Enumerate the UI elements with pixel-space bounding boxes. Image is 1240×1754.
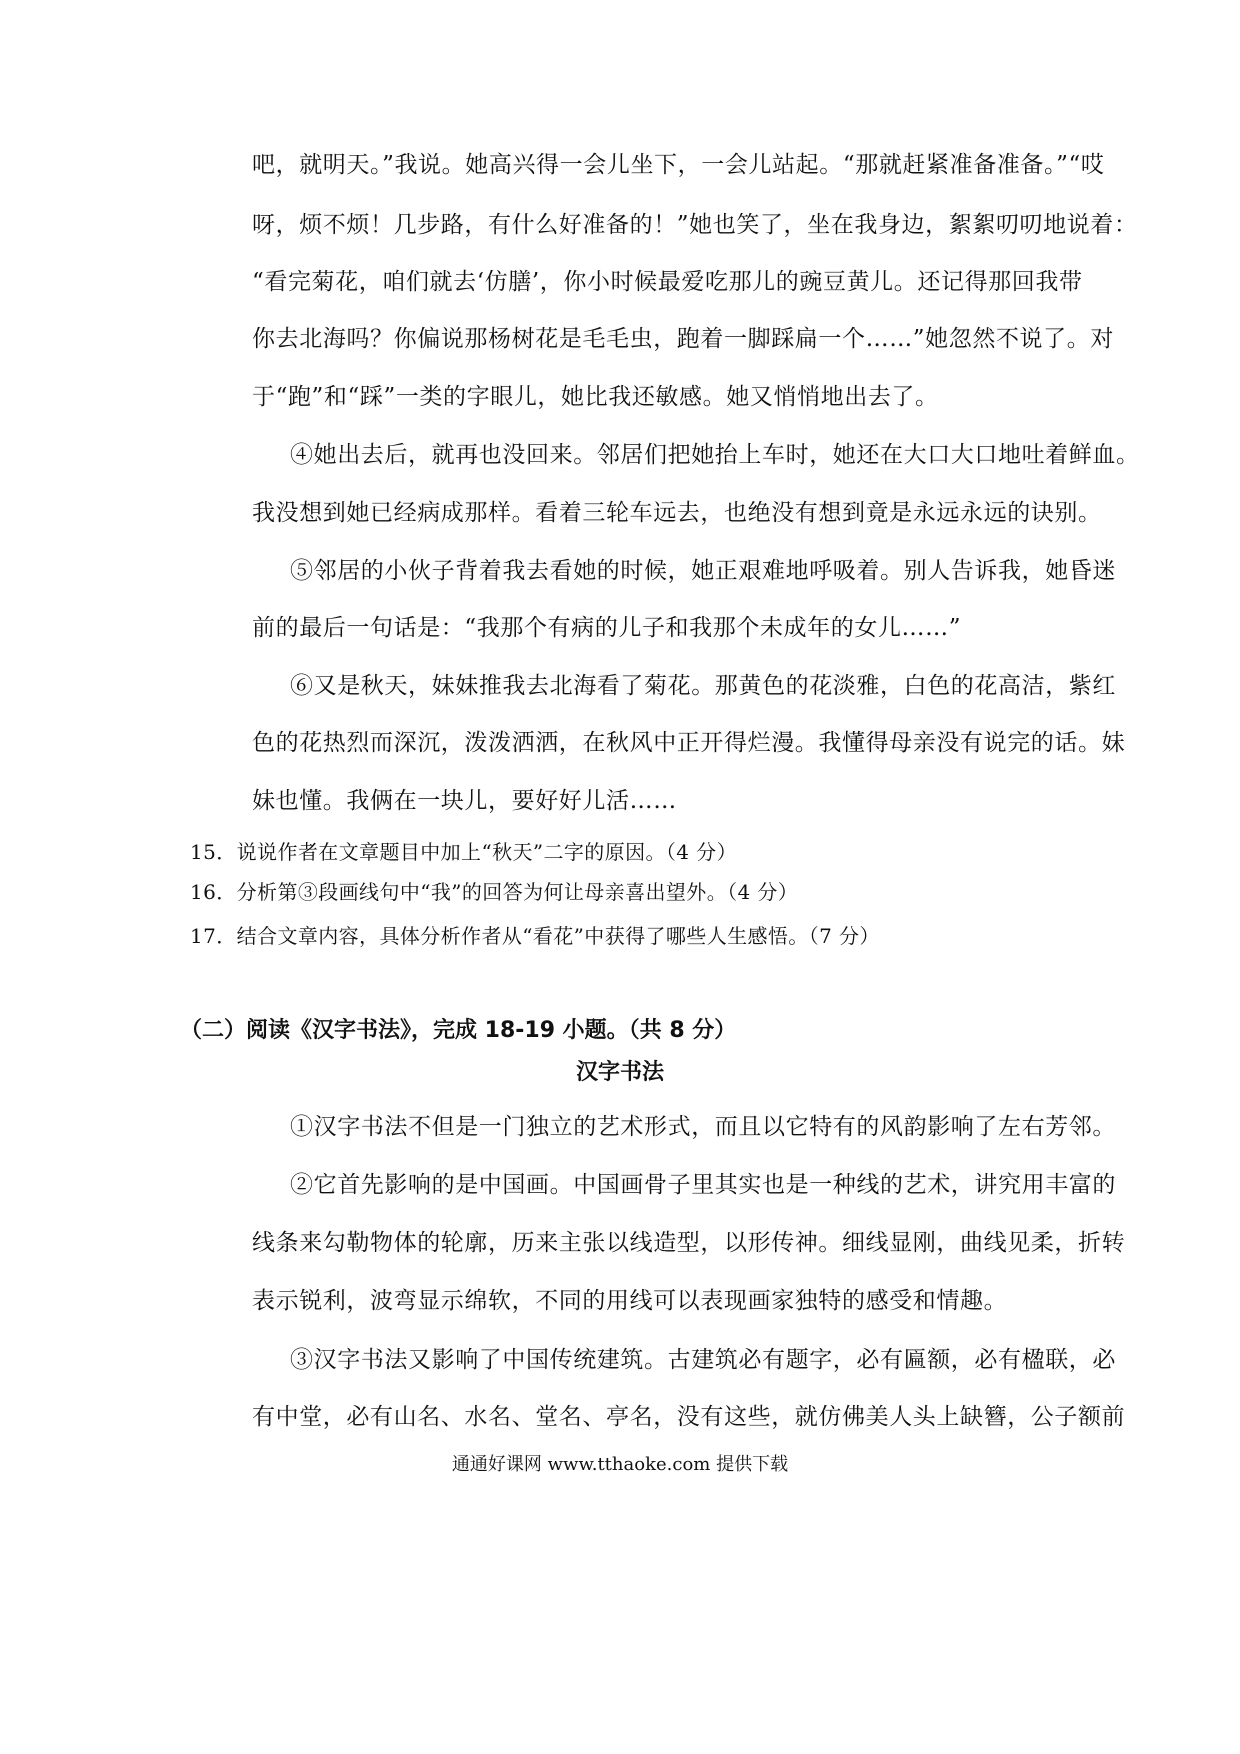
passage-paragraph-5: ⑤邻居的小伙子背着我去看她的时候，她正艰难地呼吸着。别人告诉我，她昏迷 xyxy=(290,558,1116,584)
question-15: 15．说说作者在文章题目中加上“秋天”二字的原因。（4 分） xyxy=(190,840,737,864)
article-line: 表示锐利，波弯显示绵软，不同的用线可以表现画家独特的感受和情趣。 xyxy=(252,1288,1008,1314)
article-paragraph-3: ③汉字书法又影响了中国传统建筑。古建筑必有题字，必有匾额，必有楹联，必 xyxy=(290,1347,1116,1373)
passage-line: 吧，就明天。”我说。她高兴得一会儿坐下，一会儿站起。“那就赶紧准备准备。”“哎 xyxy=(252,152,1105,178)
passage-line: 于“跑”和“踩”一类的字眼儿，她比我还敏感。她又悄悄地出去了。 xyxy=(252,384,939,410)
article-paragraph-2: ②它首先影响的是中国画。中国画骨子里其实也是一种线的艺术，讲究用丰富的 xyxy=(290,1172,1116,1198)
passage-paragraph-4: ④她出去后，就再也没回来。邻居们把她抬上车时，她还在大口大口地吐着鲜血。 xyxy=(290,442,1140,468)
passage-line: 色的花热烈而深沉，泼泼洒洒，在秋风中正开得烂漫。我懂得母亲没有说完的话。妹 xyxy=(252,730,1126,756)
passage-line: 妹也懂。我俩在一块儿，要好好儿活…… xyxy=(252,788,677,814)
article-line: 线条来勾勒物体的轮廓，历来主张以线造型，以形传神。细线显刚，曲线见柔，折转 xyxy=(252,1230,1126,1256)
passage-line: 你去北海吗？你偏说那杨树花是毛毛虫，跑着一脚踩扁一个……”她忽然不说了。对 xyxy=(252,326,1114,352)
passage-line: “看完菊花，咱们就去‘仿膳’，你小时候最爱吃那儿的豌豆黄儿。还记得那回我带 xyxy=(252,269,1083,295)
passage-line: 前的最后一句话是：“我那个有病的儿子和我那个未成年的女儿……” xyxy=(252,615,962,641)
passage-line: 呀，烦不烦！几步路，有什么好准备的！”她也笑了，坐在我身边，絮絮叨叨地说着： xyxy=(252,212,1138,238)
page-footer: 通通好课网 www.tthaoke.com 提供下载 xyxy=(451,1454,789,1475)
passage-line: 我没想到她已经病成那样。看着三轮车远去，也绝没有想到竟是永远永远的诀别。 xyxy=(252,500,1102,526)
passage-paragraph-6: ⑥又是秋天，妹妹推我去北海看了菊花。那黄色的花淡雅，白色的花高洁，紫红 xyxy=(290,673,1116,699)
article-line: 有中堂，必有山名、水名、堂名、亭名，没有这些，就仿佛美人头上缺簪，公子额前 xyxy=(252,1404,1126,1430)
question-17: 17．结合文章内容，具体分析作者从“看花”中获得了哪些人生感悟。（7 分） xyxy=(190,924,880,948)
article-title: 汉字书法 xyxy=(575,1060,664,1085)
section-heading: （二）阅读《汉字书法》，完成 18-19 小题。（共 8 分） xyxy=(180,1018,737,1043)
question-16: 16．分析第③段画线句中“我”的回答为何让母亲喜出望外。（4 分） xyxy=(190,880,799,904)
article-paragraph-1: ①汉字书法不但是一门独立的艺术形式，而且以它特有的风韵影响了左右芳邻。 xyxy=(290,1114,1116,1140)
